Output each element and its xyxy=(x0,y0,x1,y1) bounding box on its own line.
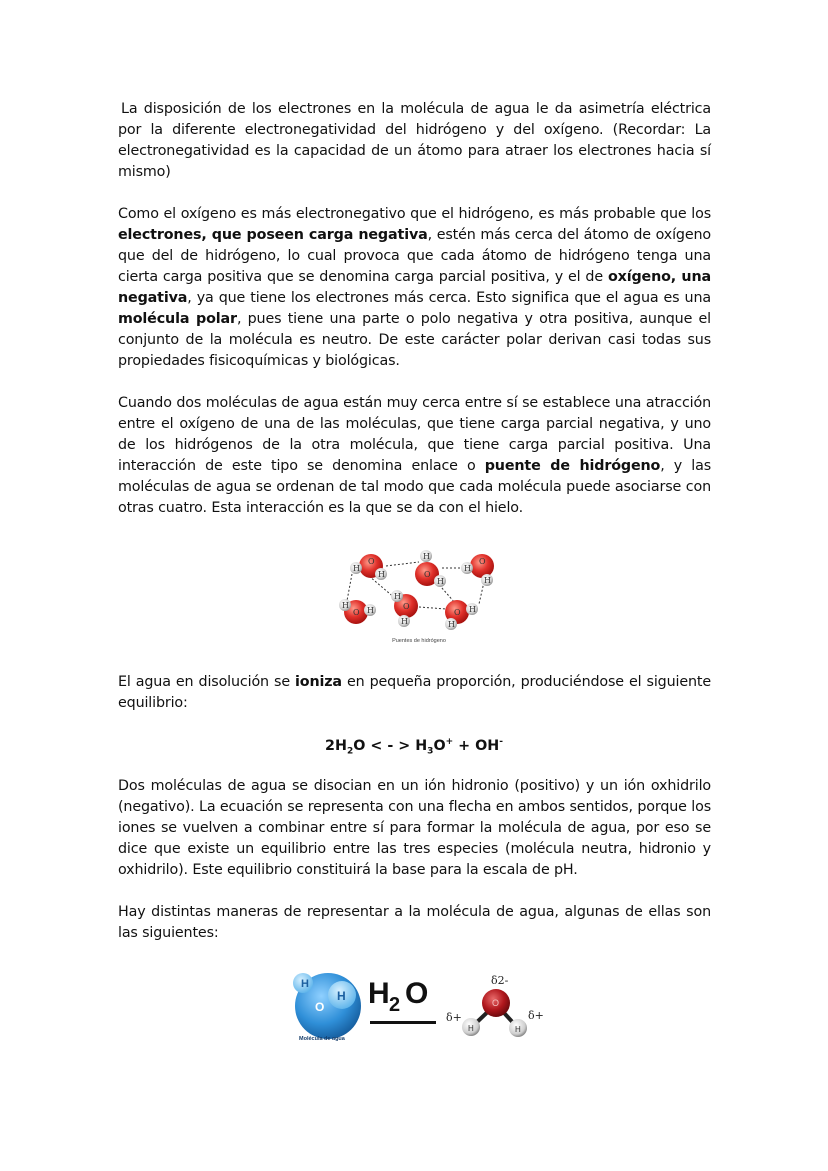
svg-text:H: H xyxy=(401,617,408,626)
document-body xyxy=(118,99,711,519)
svg-text:H: H xyxy=(337,989,346,1003)
svg-text:O: O xyxy=(315,1000,325,1014)
water-representations-figure xyxy=(288,966,548,1046)
svg-text:O: O xyxy=(368,557,375,566)
svg-text:H: H xyxy=(515,1025,521,1034)
svg-text:H: H xyxy=(342,601,349,610)
water-molecule-3 xyxy=(461,554,494,586)
chemical-formula xyxy=(368,977,436,1024)
svg-text:H: H xyxy=(448,620,455,629)
svg-text:O: O xyxy=(479,557,486,566)
svg-text:δ+: δ+ xyxy=(528,1009,544,1022)
paragraph-4: El agua en disolución se ioniza en pequeña proporción, produciéndose el siguiente equilibrio: xyxy=(118,674,711,711)
svg-text:H: H xyxy=(368,977,390,1010)
water-molecule-5 xyxy=(391,590,418,627)
figure2-caption: Molécula de agua xyxy=(299,1036,345,1042)
svg-text:H: H xyxy=(394,592,401,601)
svg-text:H: H xyxy=(437,577,444,586)
svg-text:O: O xyxy=(424,570,431,579)
svg-text:H: H xyxy=(301,978,309,990)
water-molecule-6 xyxy=(445,600,478,630)
svg-text:O: O xyxy=(353,608,360,617)
ionization-equation: $2H_2O$ < - > $H_3O^+ + OH^-$ xyxy=(325,737,503,757)
svg-text:O: O xyxy=(403,602,410,611)
space-filling-model xyxy=(293,973,361,1042)
svg-text:H: H xyxy=(367,606,374,615)
water-molecule-4 xyxy=(339,599,376,624)
document-body-3 xyxy=(118,776,711,944)
hydrogen-bonds-figure xyxy=(334,544,504,646)
svg-text:O: O xyxy=(492,998,500,1008)
paragraph-2: Como el oxígeno es más electronegativo que el hidrógeno, es más probable que los electrones, que poseen carga negativa, estén más cerca del átomo de oxígeno que del de hidrógeno, lo cual provoca que cada átomo de hidrógeno tenga una cierta carga positiva que se denomina carga parcial positiva, y el de oxígeno, una negativa, ya que tiene los electrones más cerca. Esto significa que el agua es una molécula polar, pues tiene una parte o polo negativa y otra positiva, aunque el conjunto de la molécula es neutro. De este carácter polar derivan casi todas sus propiedades fisicoquímicas y biológicas. xyxy=(118,206,711,369)
paragraph-3: Cuando dos moléculas de agua están muy cerca entre sí se establece una atracción entre el oxígeno de una de las moléculas, que tiene carga parcial negativa, y uno de los hidrógenos de la otra molécula, que tiene carga parcial positiva. Una interacción de este tipo se denomina enlace o puente de hidrógeno, y las moléculas de agua se ordenan de tal modo que cada molécula puede asociarse con otras cuatro. Esta interacción es la que se da con el hielo. xyxy=(118,395,711,516)
water-molecule-1 xyxy=(350,554,387,580)
figure1-caption: Puentes de hidrógeno xyxy=(392,638,446,644)
svg-text:H: H xyxy=(378,570,385,579)
svg-text:H: H xyxy=(468,1024,474,1033)
svg-text:δ2-: δ2- xyxy=(491,974,509,987)
paragraph-6: Hay distintas maneras de representar a la molécula de agua, algunas de ellas son las siguientes: xyxy=(118,904,711,941)
ball-and-stick-model xyxy=(446,974,544,1037)
svg-text:H: H xyxy=(469,605,476,614)
water-molecule-2 xyxy=(415,550,446,587)
svg-text:H: H xyxy=(464,564,471,573)
svg-text:2: 2 xyxy=(389,994,401,1016)
paragraph-5: Dos moléculas de agua se disocian en un ión hidronio (positivo) y un ión oxhidrilo (negativo). La ecuación se representa con una flecha en ambos sentidos, porque los iones se vuelven a combinar entre sí para formar la molécula de agua, por eso se dice que existe un equilibrio entre las tres especies (molécula neutra, hidronio y oxhidrilo). Este equilibrio constituirá la base para la escala de pH. xyxy=(118,778,711,878)
svg-text:δ+: δ+ xyxy=(446,1011,462,1024)
svg-text:H: H xyxy=(423,552,430,561)
svg-text:H: H xyxy=(484,576,491,585)
paragraph-1: La disposición de los electrones en la molécula de agua le da asimetría eléctrica por la diferente electronegatividad del hidrógeno y del oxígeno. (Recordar: La electronegatividad es la capacidad de un átomo para atraer los electrones hacia sí mismo) xyxy=(118,101,711,180)
document-body-2 xyxy=(118,672,711,714)
svg-text:O: O xyxy=(405,977,429,1010)
svg-text:O: O xyxy=(454,608,461,617)
svg-text:H: H xyxy=(353,564,360,573)
